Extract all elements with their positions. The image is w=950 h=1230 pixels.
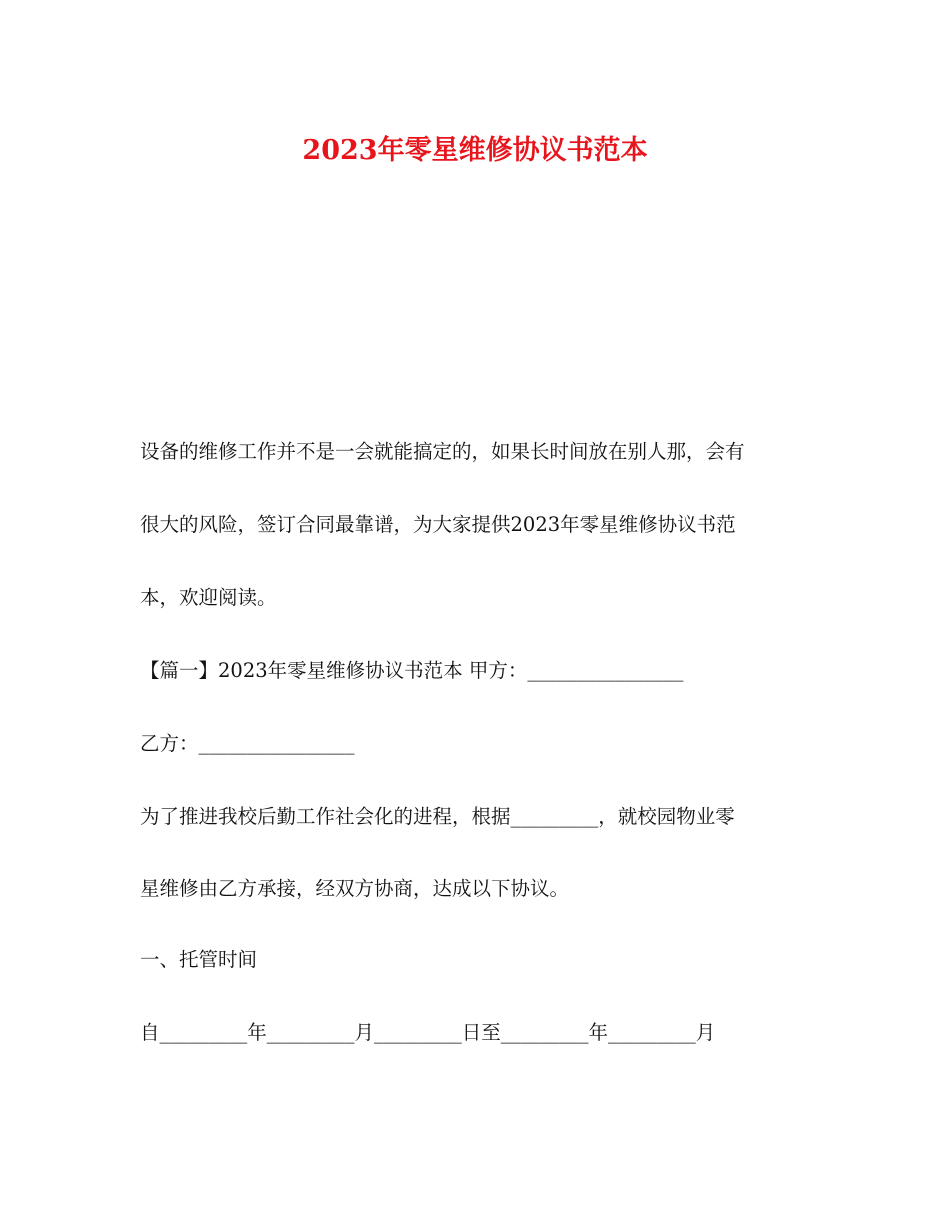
intro-line-1: 设备的维修工作并不是一会就能搞定的，如果长时间放在别人那，会有 bbox=[140, 440, 745, 463]
intro-line-3: 本，欢迎阅读。 bbox=[140, 586, 277, 609]
purpose-line-1: 为了推进我校后勤工作社会化的进程，根据_________，就校园物业零 bbox=[140, 805, 735, 828]
document-title: 2023年零星维修协议书范本 bbox=[302, 135, 648, 166]
intro-line-2: 很大的风险，签订合同最靠谱，为大家提供2023年零星维修协议书范 bbox=[140, 513, 736, 536]
section-1-heading: 一、托管时间 bbox=[140, 948, 258, 971]
party-a-line: 【篇一】2023年零星维修协议书范本 甲方：________________ bbox=[140, 659, 684, 682]
party-b-line: 乙方：________________ bbox=[140, 732, 355, 755]
purpose-line-2: 星维修由乙方承接，经双方协商，达成以下协议。 bbox=[140, 877, 570, 900]
term-line: 自_________年_________月_________日至_________年_________月 bbox=[140, 1021, 716, 1044]
